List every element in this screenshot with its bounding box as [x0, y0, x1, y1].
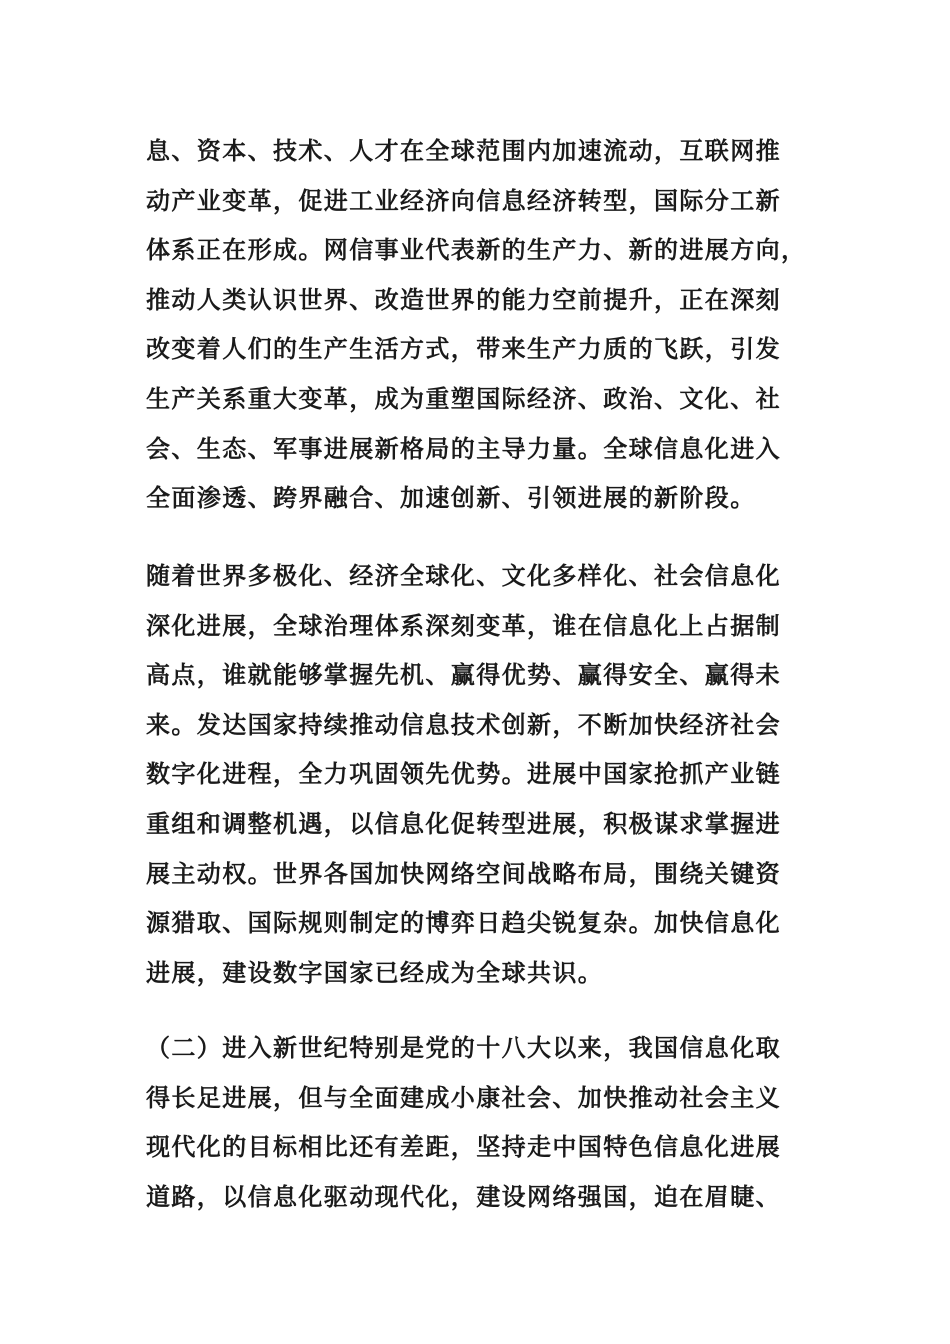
text-line: （二）进入新世纪特别是党的十八大以来，我国信息化取: [146, 1033, 781, 1062]
text-line: 重组和调整机遇，以信息化促转型进展，积极谋求掌握进: [146, 808, 781, 838]
text-line: 得长足进展，但与全面建成小康社会、加快推动社会主义: [146, 1082, 781, 1112]
text-line: 体系正在形成。网信事业代表新的生产力、新的进展方向，: [146, 235, 807, 265]
paragraph-global-informatization: [146, 126, 816, 523]
paragraph-world-multipolarity: [146, 551, 816, 997]
text-line: 来。发达国家持续推动信息技术创新，不断加快经济社会: [146, 709, 781, 739]
text-line: 息、资本、技术、人才在全球范围内加速流动，互联网推: [146, 136, 781, 165]
text-line: 改变着人们的生产生活方式，带来生产力质的飞跃，引发: [146, 334, 781, 364]
text-line: 会、生态、军事进展新格局的主导力量。全球信息化进入: [146, 433, 781, 463]
text-line: 数字化进程，全力巩固领先优势。进展中国家抢抓产业链: [146, 759, 781, 789]
text-line: 推动人类认识世界、改造世界的能力空前提升，正在深刻: [146, 284, 781, 314]
text-line: 展主动权。世界各国加快网络空间战略布局，围绕关键资: [146, 858, 781, 888]
text-line: 全面渗透、跨界融合、加速创新、引领进展的新阶段。: [146, 483, 756, 513]
text-line: 随着世界多极化、经济全球化、文化多样化、社会信息化: [146, 561, 781, 590]
text-line: 生产关系重大变革，成为重塑国际经济、政治、文化、社: [146, 383, 781, 413]
text-line: 现代化的目标相比还有差距，坚持走中国特色信息化进展: [146, 1132, 781, 1162]
text-line: 道路，以信息化驱动现代化，建设网络强国，迫在眉睫、: [146, 1181, 781, 1211]
text-line: 深化进展，全球治理体系深刻变革，谁在信息化上占据制: [146, 610, 781, 640]
text-line: 高点，谁就能够掌握先机、赢得优势、赢得安全、赢得未: [146, 660, 781, 690]
text-line: 进展，建设数字国家已经成为全球共识。: [146, 957, 604, 987]
paragraph-section-two: [146, 1023, 816, 1221]
text-line: 动产业变革，促进工业经济向信息经济转型，国际分工新: [146, 185, 781, 215]
text-line: 源猎取、国际规则制定的博弈日趋尖锐复杂。加快信息化: [146, 908, 781, 938]
